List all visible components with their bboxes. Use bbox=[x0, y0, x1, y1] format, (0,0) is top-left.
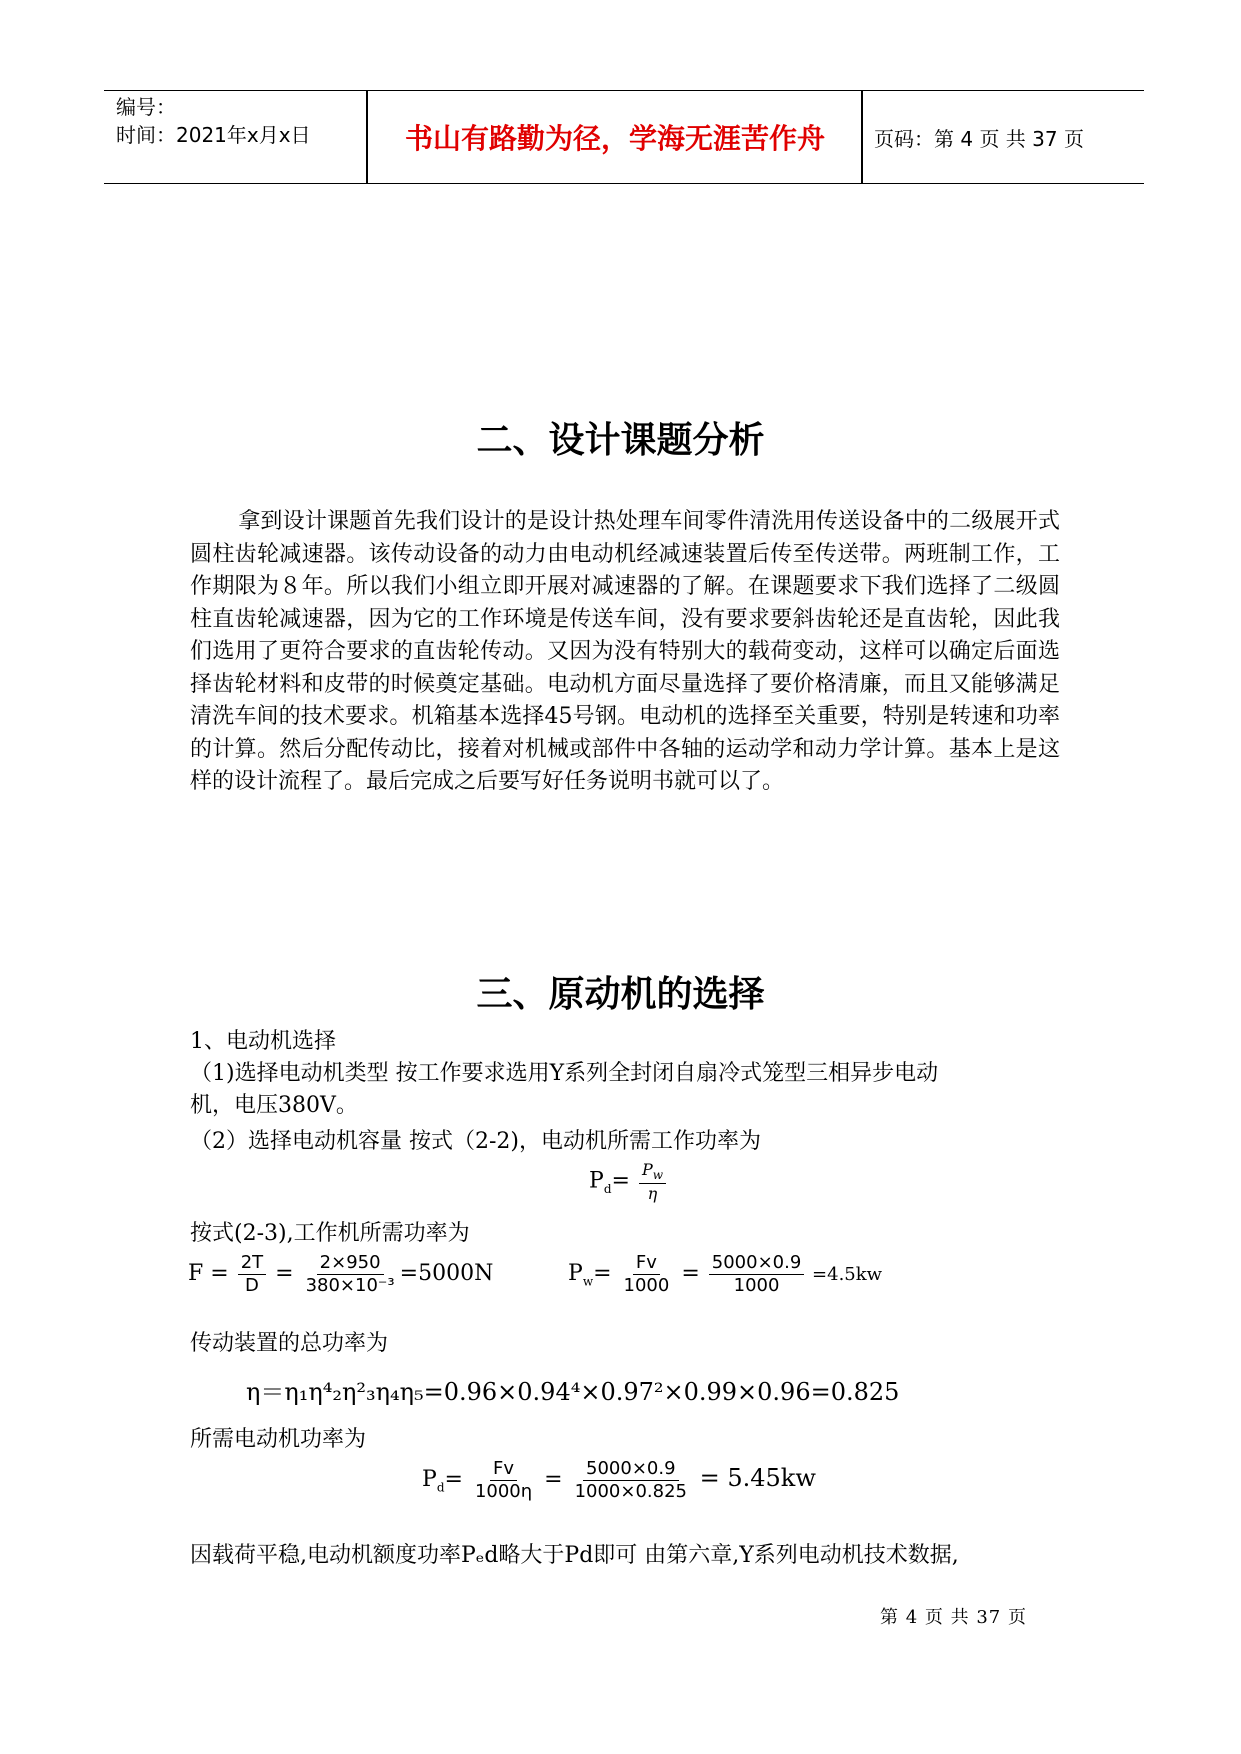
item-motor-type-line1: （1)选择电动机类型 按工作要求选用Y系列全封闭自扇冷式笼型三相异步电动 bbox=[190, 1061, 939, 1086]
formula-force: F = $\frac{2T}{D}$ = $\frac{2\times 950}{\text{380×10⁻³}}$ =5000N bbox=[188, 1252, 494, 1296]
header-meta bbox=[116, 93, 366, 149]
section-title-analysis: 二、设计课题分析 bbox=[476, 420, 765, 461]
text-required-power: 所需电动机功率为 bbox=[190, 1427, 367, 1452]
item-motor-selection: 1、电动机选择 bbox=[190, 1029, 336, 1054]
section-title-motor: 三、原动机的选择 bbox=[476, 974, 765, 1015]
page-footer: 第 4 页 共 37 页 bbox=[880, 1607, 1027, 1628]
header-page-info: 页码：第 4 页 共 37 页 bbox=[874, 127, 1084, 151]
page-header bbox=[104, 90, 1144, 184]
item-motor-type-line2: 机，电压380V。 bbox=[190, 1093, 358, 1118]
text-efficiency: 传动装置的总功率为 bbox=[190, 1331, 389, 1356]
formula-pd: $P_d=$ $\frac{P_w}{\eta}$ bbox=[589, 1160, 668, 1203]
text-rated-power: 因载荷平稳,电动机额度功率Pₑd略大于Pd即可 由第六章,Y系列电动机技术数据, bbox=[190, 1543, 959, 1568]
analysis-paragraph bbox=[190, 506, 1060, 799]
text-formula-23: 按式(2-3),工作机所需功率为 bbox=[190, 1221, 470, 1246]
header-divider bbox=[861, 91, 863, 183]
item-motor-capacity: （2）选择电动机容量 按式（2-2)，电动机所需工作功率为 bbox=[190, 1129, 762, 1154]
formula-pw: $P_w=$ $\frac{Fv}{1000}$ = $\frac{5000\times 0.9}{1000}$ =4.5kw bbox=[568, 1252, 883, 1296]
formula-eta: η＝η₁η⁴₂η²₃η₄η₅=0.96×0.94⁴×0.97²×0.99×0.96=0.825 bbox=[246, 1378, 900, 1406]
header-motto: 书山有路勤为径，学海无涯苦作舟 bbox=[404, 122, 825, 155]
formula-pd-result: $P_d=$ $\frac{Fv}{1000\eta}$ = $\frac{5000\times 0.9}{1000\times 0.825}$ = 5.45kw bbox=[422, 1458, 816, 1502]
time-label: 时间：2021年x月x日 bbox=[116, 123, 311, 147]
analysis-text: 拿到设计课题首先我们设计的是设计热处理车间零件清洗用传送设备中的二级展开式圆柱齿轮减速器。该传动设备的动力由电动机经减速装置后传至传送带。两班制工作，工作期限为８年。所以我们小组立即开展对减速器的了解。在课题要求下我们选择了二级圆柱直齿轮减速器，因为它的工作环境是传送车间，没有要求要斜齿轮还是直齿轮，因此我们选用了更符合要求的直齿轮传动。又因为没有特别大的载荷变动，这样可以确定后面选择齿轮材料和皮带的时候奠定基础。电动机方面尽量选择了要价格清廉，而且又能够满足清洗车间的技术要求。机箱基本选择45号钢。电动机的选择至关重要，特别是转速和功率的计算。然后分配传动比，接着对机械或部件中各轴的运动学和动力学计算。基本上是这样的设计流程了。最后完成之后要写好任务说明书就可以了。 bbox=[190, 509, 1060, 794]
number-label: 编号： bbox=[116, 95, 176, 119]
